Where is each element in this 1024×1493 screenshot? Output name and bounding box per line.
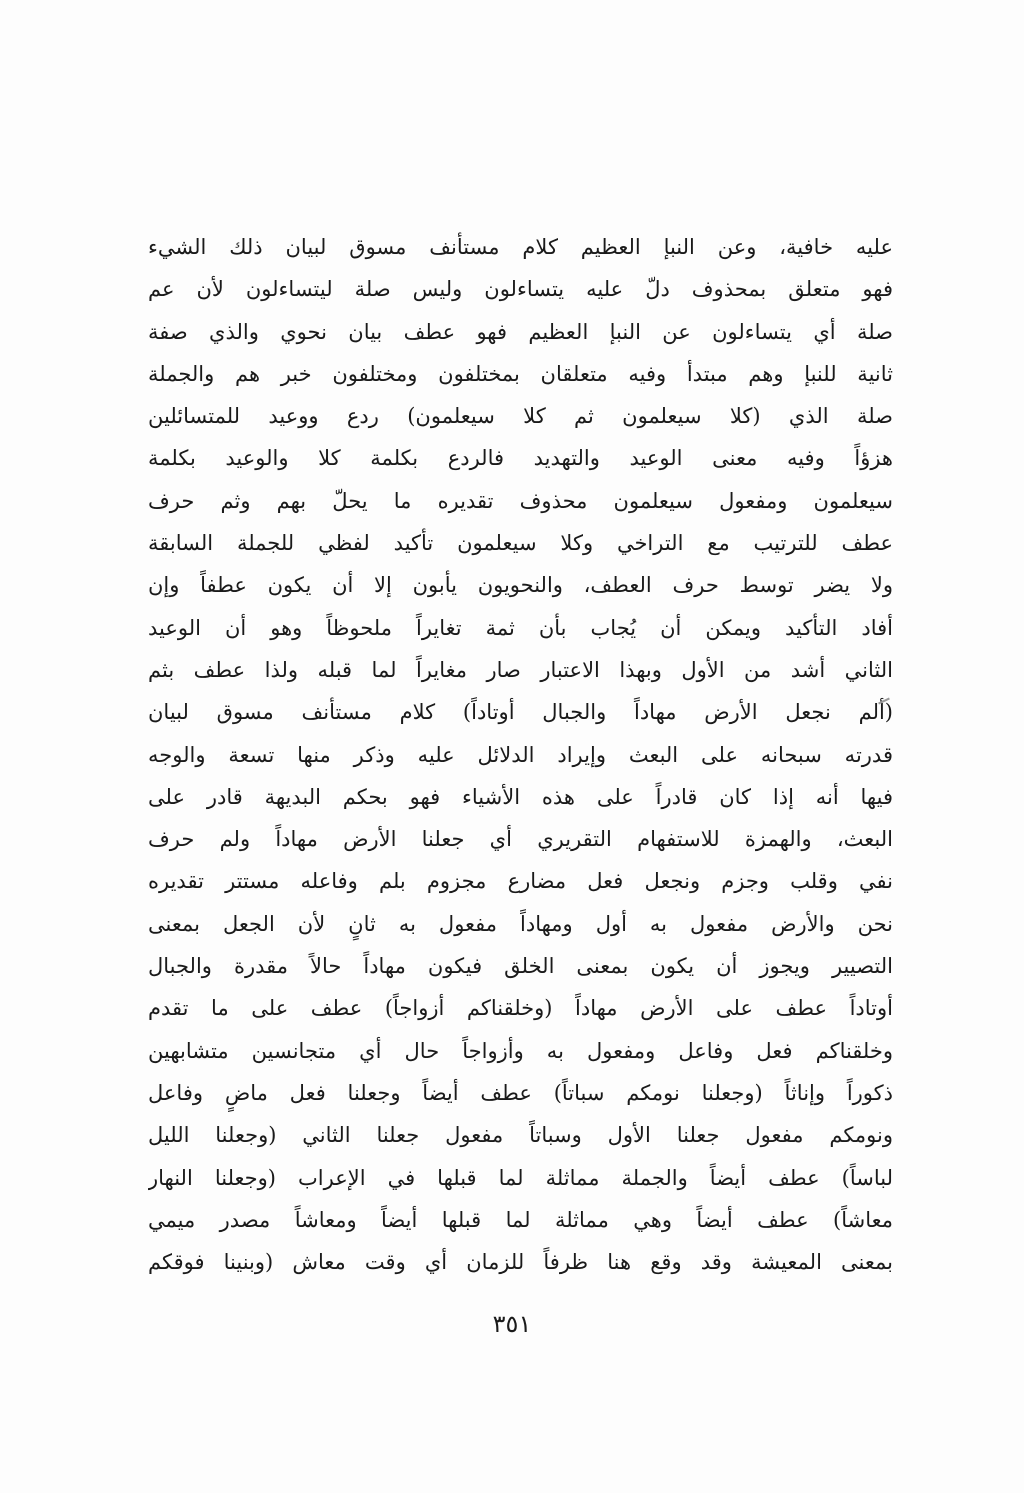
text-line: لباساً) عطف أيضاً والجملة مماثلة لما قبلها في الإعراب (وجعلنا النهار: [148, 1165, 893, 1190]
text-line: معاشاً) عطف أيضاً وهي مماثلة لما قبلها أيضاً ومعاشاً مصدر ميمي: [148, 1207, 893, 1232]
text-line: سيعلمون ومفعول سيعلمون محذوف تقديره ما يحلّ بهم وثم حرف: [148, 488, 893, 513]
page-number: ٣٥١: [492, 1310, 532, 1338]
text-line: ثانية للنبإ وهم مبتدأ وفيه متعلقان بمختلفون ومختلفون خبر هم والجملة: [148, 361, 893, 386]
text-line: أوتاداً عطف على الأرض مهاداً (وخلقناكم أزواجاً) عطف على ما تقدم: [148, 996, 893, 1021]
text-line: صلة الذي (كلا سيعلمون ثم كلا سيعلمون) ردع ووعيد للمتسائلين: [148, 404, 893, 429]
text-line: صلة أي يتساءلون عن النبإ العظيم فهو عطف بيان نحوي والذي صفة: [148, 319, 893, 344]
body-text: [148, 226, 893, 1283]
text-line: فهو متعلق بمحذوف دلّ عليه يتساءلون وليس صلة ليتساءلون لأن عم: [148, 277, 893, 302]
text-line: بمعنى المعيشة وقد وقع هنا ظرفاً للزمان أي وقت معاش (وبنينا فوقكم: [148, 1250, 893, 1275]
text-line: التصيير ويجوز أن يكون بمعنى الخلق فيكون مهاداً حالاً مقدرة والجبال: [148, 954, 893, 979]
text-line: عطف للترتيب مع التراخي وكلا سيعلمون تأكيد لفظي للجملة السابقة: [148, 531, 893, 556]
text-line: ولا يضر توسط حرف العطف، والنحويون يأبون إلا أن يكون عطفاً وإن: [148, 573, 893, 598]
text-line: الثاني أشد من الأول وبهذا الاعتبار صار مغايراً لما قبله ولذا عطف بثم: [148, 657, 893, 682]
text-line: قدرته سبحانه على البعث وإيراد الدلائل عليه وذكر منها تسعة والوجه: [148, 742, 893, 767]
text-line: فيها أنه إذا كان قادراً على هذه الأشياء فهو بحكم البديهة قادر على: [148, 784, 893, 809]
text-line: نحن والأرض مفعول به أول ومهاداً مفعول به ثانٍ لأن الجعل بمعنى: [148, 911, 893, 936]
text-line: هزؤاً وفيه معنى الوعيد والتهديد فالردع بكلمة كلا والوعيد بكلمة: [148, 446, 893, 471]
text-line: البعث، والهمزة للاستفهام التقريري أي جعلنا الأرض مهاداً ولم حرف: [148, 827, 893, 852]
text-line: (ألم نجعل الأرض مهاداً والجبال أوتاداً) كلام مستأنف مسوق لبيان: [148, 700, 893, 725]
text-line: نفي وقلب وجزم ونجعل فعل مضارع مجزوم بلم وفاعله مستتر تقديره: [148, 869, 893, 894]
text-line: عليه خافية، وعن النبإ العظيم كلام مستأنف مسوق لبيان ذلك الشيء: [148, 235, 893, 259]
text-line: ذكوراً وإناثاً (وجعلنا نومكم سباتاً) عطف أيضاً وجعلنا فعل ماضٍ وفاعل: [148, 1080, 893, 1105]
text-line: أفاد التأكيد ويمكن أن يُجاب بأن ثمة تغايراً ملحوظاً وهو أن الوعيد: [148, 615, 893, 640]
text-line: وخلقناكم فعل وفاعل ومفعول به وأزواجاً حال أي متجانسين متشابهين: [148, 1038, 893, 1063]
text-line: ونومكم مفعول جعلنا الأول وسباتاً مفعول جعلنا الثاني (وجعلنا الليل: [148, 1123, 893, 1148]
